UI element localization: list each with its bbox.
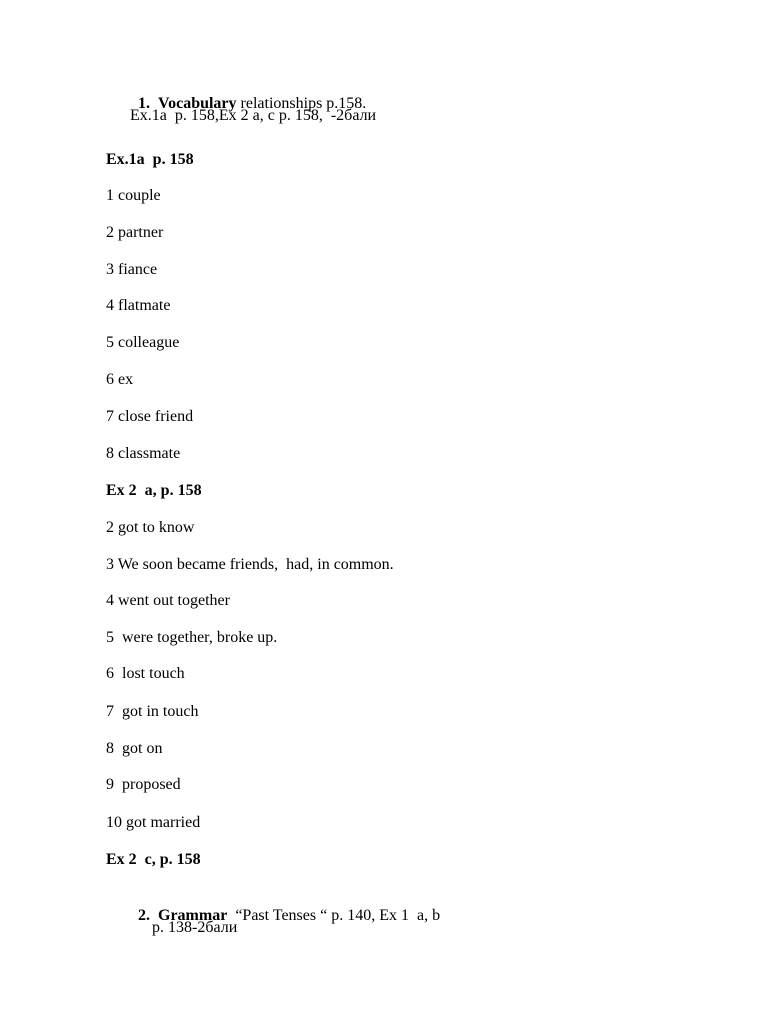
ex2a-heading: Ex 2 a, p. 158 — [106, 482, 202, 499]
ex1a-heading: Ex.1a p. 158 — [106, 151, 194, 168]
ex1a-item: 8 classmate — [106, 445, 181, 462]
ex2a-item: 3 We soon became friends, had, in common. — [106, 556, 394, 573]
ex2a-item: 5 were together, broke up. — [106, 629, 278, 646]
ex2a-item: 7 got in touch — [106, 703, 199, 720]
section2-number: 2. — [138, 907, 150, 924]
ex2a-item: 6 lost touch — [106, 665, 185, 682]
ex2a-item: 9 proposed — [106, 776, 181, 793]
ex1a-item: 5 colleague — [106, 334, 180, 351]
ex1a-item: 7 close friend — [106, 408, 194, 425]
ex2a-item: 10 got married — [106, 814, 201, 831]
ex1a-item: 6 ex — [106, 371, 134, 388]
section1-task: Ex.1a p. 158,Ex 2 a, c p. 158, -2бали — [130, 107, 377, 124]
section1-title: Vocabulary — [158, 95, 237, 112]
ex2c-heading: Ex 2 c, p. 158 — [106, 851, 201, 868]
ex1a-item: 3 fiance — [106, 261, 158, 278]
section1-number: 1. — [138, 95, 150, 112]
ex2a-item: 8 got on — [106, 740, 163, 757]
section2-title: Grammar — [158, 907, 228, 924]
ex1a-item: 1 couple — [106, 187, 161, 204]
ex2a-item: 4 went out together — [106, 592, 230, 609]
ex1a-item: 4 flatmate — [106, 297, 171, 314]
section1-subtitle: relationships p.158. — [236, 95, 367, 112]
ex1a-item: 2 partner — [106, 224, 164, 241]
section2-text2: p. 138-2бали — [152, 919, 238, 936]
section2-text: “Past Tenses “ p. 140, Ex 1 a, b — [227, 907, 441, 924]
ex2a-item: 2 got to know — [106, 519, 195, 536]
